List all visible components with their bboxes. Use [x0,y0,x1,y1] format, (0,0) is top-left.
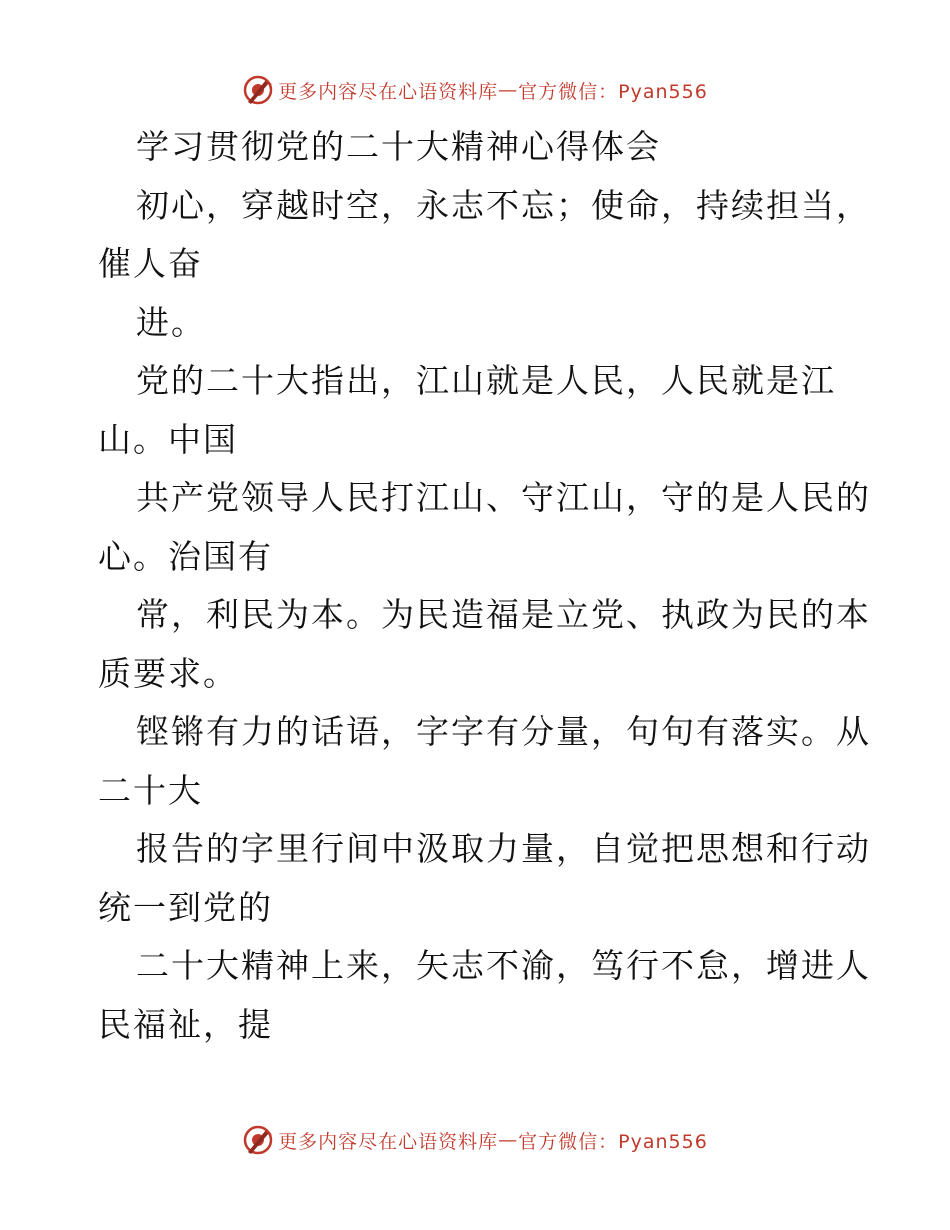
quill-logo-icon [242,74,274,106]
text-line: 初心，穿越时空，永志不忘；使命，持续担当， [136,185,871,225]
text-line: 党的二十大指出，江山就是人民，人民就是江 [136,361,836,400]
watermark-contact: 官方微信：Pyan556 [518,80,708,103]
footer-watermark [0,1120,950,1160]
text-line: 报告的字里行间中汲取力量，自觉把思想和行动 [136,829,871,868]
document-body [98,118,871,1054]
watermark-dash: — [498,1129,519,1151]
text-line: 民福祉，提 [98,1004,273,1044]
text-line: 铿锵有力的话语，字字有分量，句句有落实。从 [136,712,871,751]
text-line: 催人奋 [98,244,203,283]
watermark-contact: 官方微信：Pyan556 [518,1130,708,1153]
text-line: 共产党领导人民打江山、守江山，守的是人民的 [136,478,871,517]
text-line: 二十大 [98,770,203,810]
header-watermark [0,70,950,110]
text-line: 进。 [136,302,206,342]
document-title: 学习贯彻党的二十大精神心得体会 [136,127,661,166]
text-line: 山。中国 [98,419,238,459]
watermark-text: 更多内容尽在心语资料库 [278,1130,499,1153]
text-line: 常，利民为本。为民造福是立党、执政为民的本 [136,595,871,634]
watermark-text: 更多内容尽在心语资料库 [278,80,499,103]
text-line: 质要求。 [98,653,238,693]
text-line: 心。治国有 [98,536,273,576]
watermark-dash: — [498,79,519,101]
text-line: 统一到党的 [98,887,273,927]
text-line: 二十大精神上来，矢志不渝，笃行不怠，增进人 [136,946,871,985]
quill-logo-icon [242,1124,274,1156]
